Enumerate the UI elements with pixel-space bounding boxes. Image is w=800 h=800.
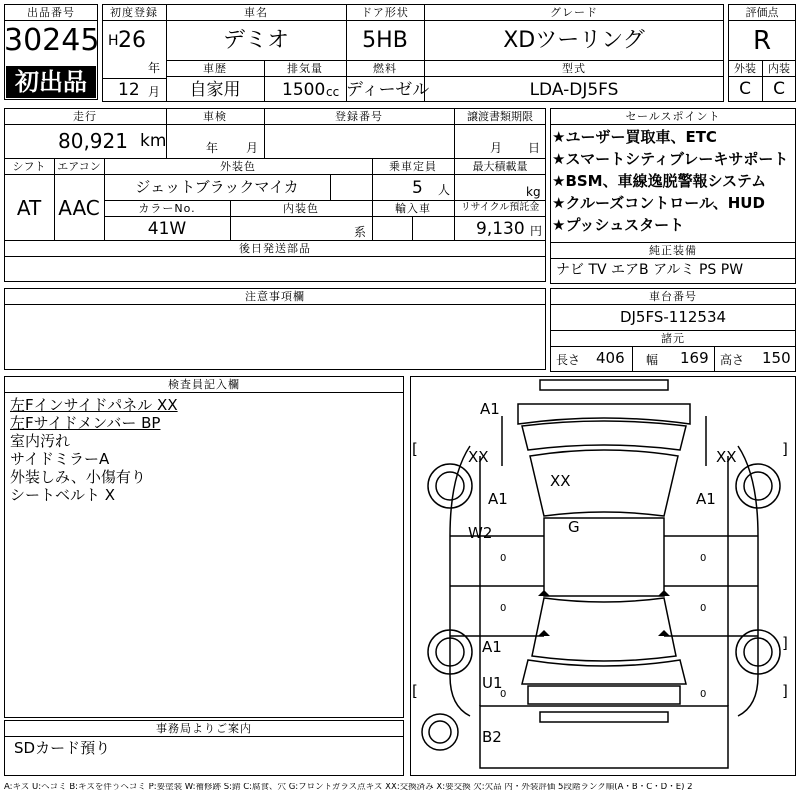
mark-a1-left-door: A1 <box>488 490 508 508</box>
mark-xx-right-fender: XX <box>716 448 737 466</box>
recycle-amount: 9,130 <box>476 219 525 239</box>
zero-right-2: 0 <box>700 603 707 614</box>
office-label: 事務局よりご案内 <box>156 722 252 735</box>
cc-unit: cc <box>326 85 340 99</box>
fuel-label: 燃料 <box>373 62 397 75</box>
transfer-month-unit: 月 <box>490 141 503 155</box>
mark-xx-hood: XX <box>550 472 571 490</box>
score-label: 評価点 <box>745 6 779 19</box>
height-label: 高さ <box>720 353 745 367</box>
sales-point-3: ★BSM、車線逸脱警報システム <box>552 172 767 190</box>
mark-xx-left-fender: XX <box>468 448 489 466</box>
interior-label: 内装 <box>768 62 790 75</box>
person-unit: 人 <box>438 183 451 197</box>
zero-rear-left: 0 <box>500 689 507 700</box>
ac-label: エアコン <box>57 160 101 173</box>
lot-number: 30245 <box>4 23 100 58</box>
sales-point-4: ★クルーズコントロール、HUD <box>552 194 765 212</box>
displacement: 1500 <box>282 80 326 100</box>
inspector-line-2: 左Fサイドメンバー BP <box>10 414 161 432</box>
sales-point-2: ★スマートシティブレーキサポート <box>552 150 789 168</box>
bracket-lower-left: [ <box>412 682 418 700</box>
lot-label: 出品番号 <box>27 6 75 19</box>
door-type: 5HB <box>362 28 408 53</box>
registration-year: 26 <box>118 28 146 53</box>
transfer-day-unit: 日 <box>528 141 541 155</box>
inspector-line-6: シートベルト X <box>10 486 116 504</box>
chassis-label: 車台番号 <box>649 290 697 303</box>
inspector-line-5: 外装しみ、小傷有り <box>10 468 146 486</box>
mark-g-windshield: G <box>568 518 580 536</box>
length-label: 長さ <box>556 353 581 367</box>
bracket-right: ] <box>782 440 788 458</box>
km-unit: km <box>140 131 167 151</box>
capacity-label: 乗車定員 <box>389 160 437 173</box>
capacity: 5 <box>412 178 423 198</box>
car-diagram <box>410 376 796 776</box>
zero-rear-right: 0 <box>700 689 707 700</box>
color-label: 外装色 <box>220 160 256 173</box>
inspector-label: 検査員記入欄 <box>168 378 240 391</box>
exterior-grade: C <box>739 79 751 99</box>
model: LDA-DJ5FS <box>529 80 619 100</box>
notes-label: 注意事項欄 <box>245 290 305 303</box>
year-unit: 年 <box>148 61 161 75</box>
kei-unit: 系 <box>354 225 367 239</box>
grade: XDツーリング <box>503 28 645 53</box>
transfer-label: 譲渡書類期限 <box>467 110 533 123</box>
history-label: 車歴 <box>203 62 227 75</box>
zero-left-1: 0 <box>500 553 507 564</box>
registration-month: 12 <box>118 80 140 100</box>
car-name: デミオ <box>222 28 289 53</box>
exterior-label: 外装 <box>734 62 756 75</box>
grade-label: グレード <box>550 6 598 19</box>
history: 自家用 <box>189 80 241 100</box>
bracket-lower-right: ] <box>782 682 788 700</box>
registration-label: 初度登録 <box>110 6 158 19</box>
zero-left-2: 0 <box>500 603 507 614</box>
mark-a1-right-door: A1 <box>696 490 716 508</box>
length-value: 406 <box>596 349 625 367</box>
displacement-label: 排気量 <box>287 62 323 75</box>
load-label: 最大積載量 <box>472 160 528 173</box>
color-no-label: カラーNo. <box>138 202 196 215</box>
inspector-line-1: 左Fインサイドパネル XX <box>10 396 178 414</box>
mark-b2: B2 <box>482 728 502 746</box>
mark-w2: W2 <box>468 524 493 542</box>
dimensions-label: 諸元 <box>661 332 685 345</box>
model-label: 型式 <box>562 62 586 75</box>
width-label: 幅 <box>646 353 659 367</box>
height-value: 150 <box>762 349 791 367</box>
ac: AAC <box>58 196 100 220</box>
recycle-label: リサイクル預託金 <box>460 202 540 213</box>
later-parts-label: 後日発送部品 <box>239 242 311 255</box>
mark-a1-front: A1 <box>480 400 500 418</box>
interior-grade: C <box>773 79 785 99</box>
kg-unit: kg <box>526 185 541 199</box>
month-unit: 月 <box>148 85 161 99</box>
registration-era: H <box>108 33 119 49</box>
inspection-label: 車検 <box>203 110 227 123</box>
plate-label: 登録番号 <box>335 110 383 123</box>
car-outline <box>410 376 796 776</box>
import-label: 輸入車 <box>395 202 431 215</box>
color-no: 41W <box>147 219 187 239</box>
door-label: ドア形状 <box>361 6 409 19</box>
mark-u1: U1 <box>482 674 503 692</box>
fuel: ディーゼル <box>346 80 430 100</box>
inspection-year-unit: 年 <box>206 141 219 155</box>
inspector-line-3: 室内汚れ <box>10 432 71 450</box>
zero-right-1: 0 <box>700 553 707 564</box>
inspector-line-4: サイドミラーA <box>10 450 110 468</box>
damage-legend: A:キズ U:ヘコミ B:キズを伴うヘコミ P:要塗装 W:補修跡 S:錆 C:腐食、穴 G:フロントガラス点キズ XX:交換済み X:要交換 欠:欠品 内・外装評価 5段階ランク順(A・B・C・D・E) 2 <box>4 783 693 792</box>
chassis-number: DJ5FS-112534 <box>619 308 727 326</box>
score: R <box>752 26 772 56</box>
shift-label: シフト <box>12 160 46 173</box>
mark-a1-rear: A1 <box>482 638 502 656</box>
mileage-label: 走行 <box>73 110 97 123</box>
office-note: SDカード預り <box>14 739 111 757</box>
inspection-month-unit: 月 <box>246 141 259 155</box>
shift: AT <box>16 196 42 220</box>
width-value: 169 <box>680 349 709 367</box>
equipment-value: ナビ TV エアB アルミ PS PW <box>556 262 744 278</box>
bracket-rear-right: ] <box>782 634 788 652</box>
interior-color-label: 内装色 <box>283 202 319 215</box>
color: ジェットブラックマイカ <box>135 178 299 196</box>
car-name-label: 車名 <box>244 6 268 19</box>
sales-point-5: ★プッシュスタート <box>552 216 685 234</box>
sales-point-1: ★ユーザー買取車、ETC <box>552 128 717 146</box>
first-listing-text: 初出品 <box>15 68 87 96</box>
sales-points-label: セールスポイント <box>625 110 721 123</box>
bracket-left: [ <box>412 440 418 458</box>
yen-unit: 円 <box>530 224 543 238</box>
equipment-label: 純正装備 <box>649 244 697 257</box>
mileage: 80,921 <box>58 129 128 153</box>
